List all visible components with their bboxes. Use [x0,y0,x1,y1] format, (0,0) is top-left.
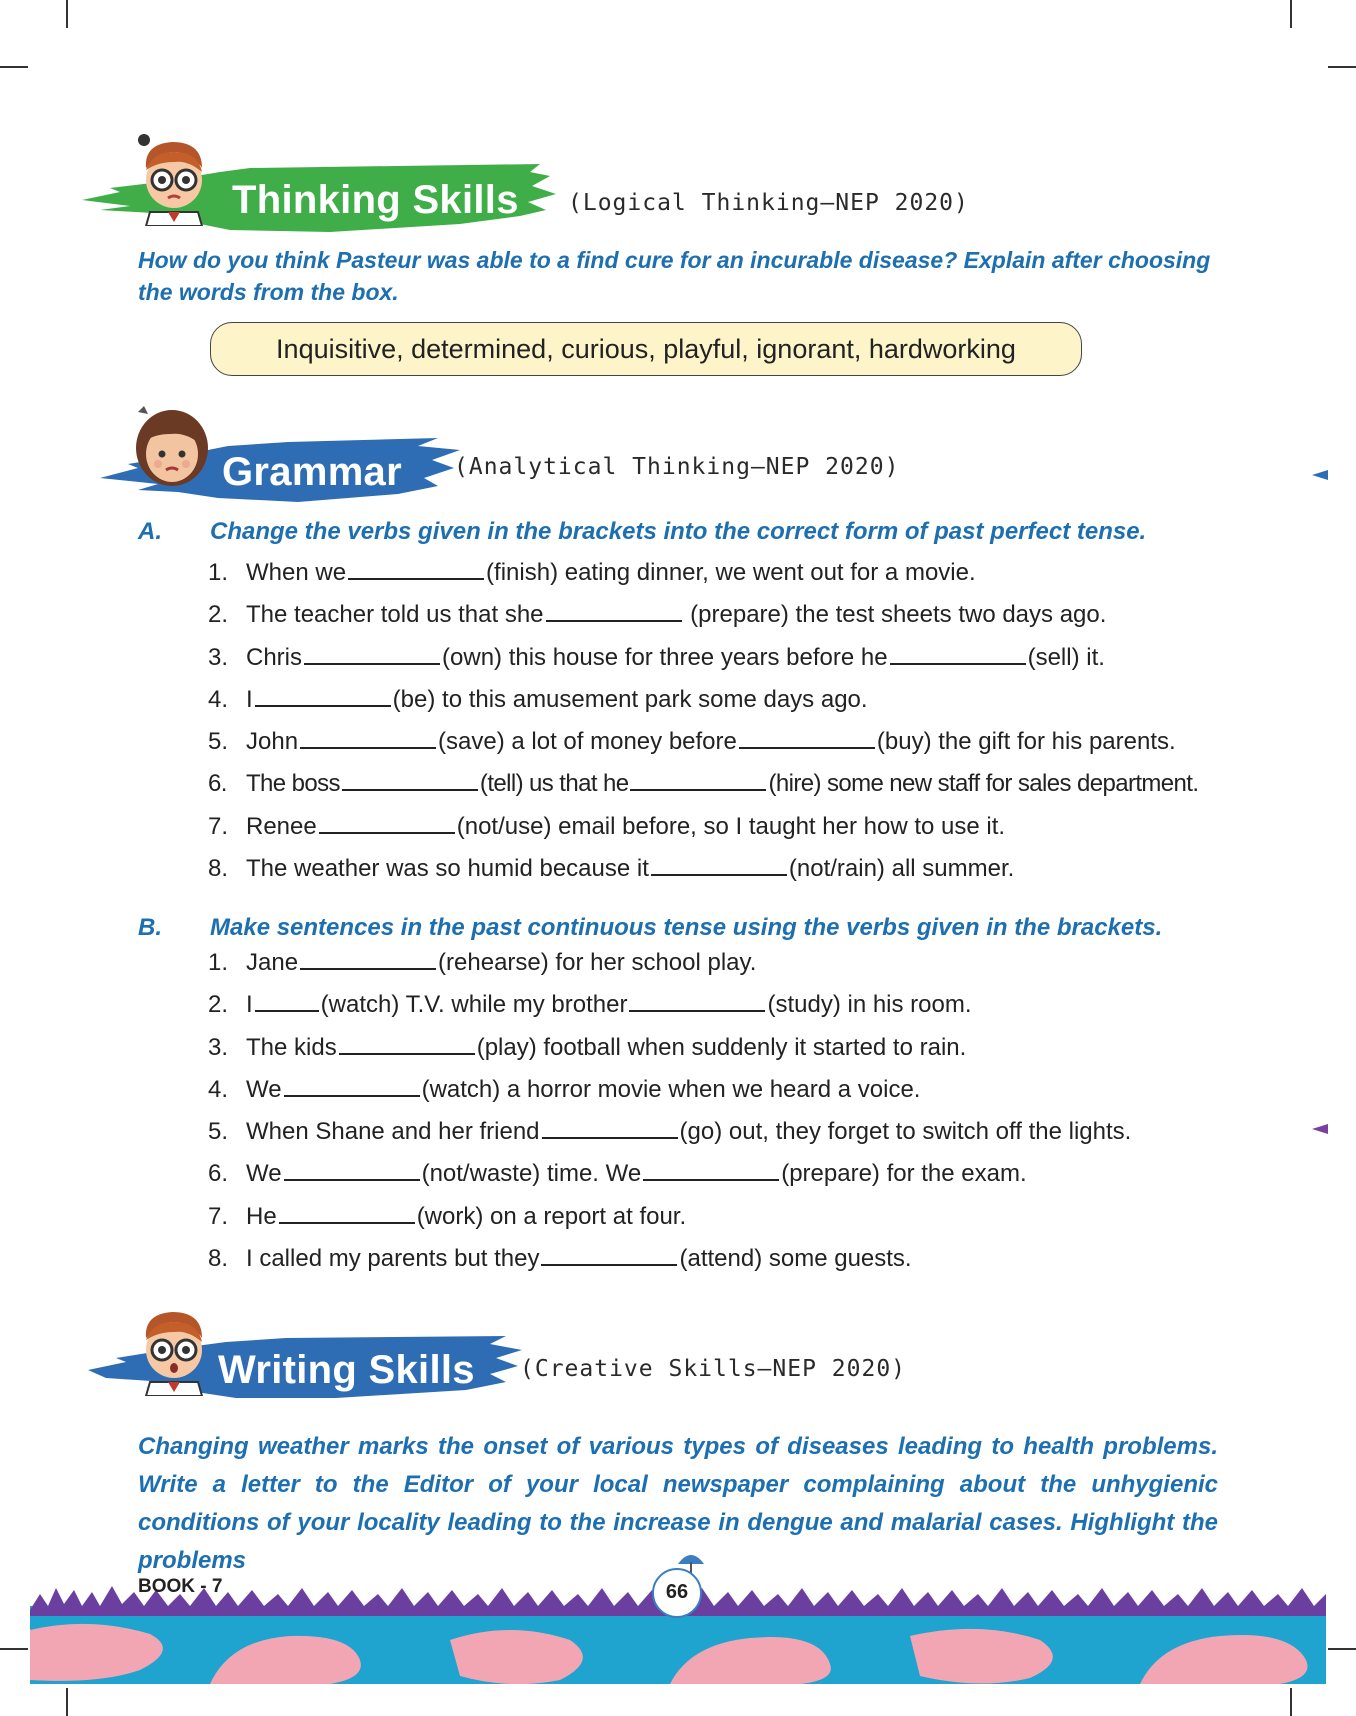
section-a-instruction: Change the verbs given in the brackets into the correct form of past perfect tense. [210,518,1147,545]
boy-mascot-icon [132,1304,222,1396]
answer-blank[interactable] [643,1157,779,1181]
answer-blank[interactable] [255,988,319,1012]
answer-blank[interactable] [304,641,440,665]
section-a-list [208,552,1198,890]
section-b-list [208,942,1131,1280]
crop-mark [66,1688,68,1716]
answer-blank[interactable] [541,1242,677,1266]
answer-blank[interactable] [300,946,436,970]
thinking-skills-subtitle: (Logical Thinking—NEP 2020) [568,190,969,216]
list-item: 2. I (watch) T.V. while my brother (study) in his room. [208,984,1131,1026]
boy-mascot-icon [132,134,222,226]
list-item: 8. The weather was so humid because it (not/rain) all summer. [208,848,1198,890]
list-item: 3. Chris (own) this house for three years before he (sell) it. [208,637,1198,679]
crop-mark [0,1648,28,1650]
section-b-instruction: Make sentences in the past continuous tense using the verbs given in the brackets. [210,914,1163,941]
answer-blank[interactable] [546,598,682,622]
grammar-title: Grammar [222,450,402,494]
answer-blank[interactable] [542,1115,678,1139]
answer-blank[interactable] [255,683,391,707]
crop-mark [1328,66,1356,68]
answer-blank[interactable] [890,641,1026,665]
list-item: 3. The kids (play) football when suddenly it started to rain. [208,1027,1131,1069]
writing-skills-subtitle: (Creative Skills—NEP 2020) [520,1356,907,1382]
list-item: 7. He (work) on a report at four. [208,1196,1131,1238]
answer-blank[interactable] [284,1073,420,1097]
writing-skills-title: Writing Skills [218,1348,475,1392]
list-item: 5. John (save) a lot of money before (buy) the gift for his parents. [208,721,1198,763]
list-item: 4. I (be) to this amusement park some days ago. [208,679,1198,721]
answer-blank[interactable] [342,767,478,791]
answer-blank[interactable] [319,810,455,834]
list-item: 4. We (watch) a horror movie when we heard a voice. [208,1069,1131,1111]
writing-skills-header [80,1306,980,1396]
grammar-subtitle: (Analytical Thinking—NEP 2020) [454,454,900,480]
grammar-header [80,410,980,500]
crop-mark [66,0,68,28]
answer-blank[interactable] [739,725,875,749]
list-item: 2. The teacher told us that she (prepare) the test sheets two days ago. [208,594,1198,636]
answer-blank[interactable] [629,988,765,1012]
list-item: 1. Jane (rehearse) for her school play. [208,942,1131,984]
page-number: 66 [652,1568,702,1618]
crop-mark [1290,1688,1292,1716]
answer-blank[interactable] [630,767,766,791]
thinking-question: How do you think Pasteur was able to a find cure for an incurable disease? Explain after choosing the words from the box. [138,247,1211,305]
list-item: 1. When we (finish) eating dinner, we went out for a movie. [208,552,1198,594]
crop-mark [0,66,28,68]
crop-mark [1328,1648,1356,1650]
crop-mark [1290,0,1292,28]
book-label: BOOK - 7 [138,1576,223,1597]
thinking-skills-header [80,140,980,230]
answer-blank[interactable] [651,852,787,876]
list-item: 8. I called my parents but they (attend) some guests. [208,1238,1131,1280]
list-item: 6. The boss (tell) us that he (hire) some new staff for sales department. [208,763,1198,805]
section-b-label: B. [138,914,162,941]
margin-arrow-icon [1310,468,1330,482]
answer-blank[interactable] [348,556,484,580]
answer-blank[interactable] [339,1031,475,1055]
girl-mascot-icon [130,404,214,494]
margin-arrow-icon [1310,1122,1330,1136]
writing-prompt: Changing weather marks the onset of various types of diseases leading to health problems. Write a letter to the Editor of your local newspaper complaining about the unhygienic conditions of your locality leading to the increase in dengue and malarial cases. Highlight the problems [138,1433,1218,1574]
section-a-label: A. [138,518,162,545]
answer-blank[interactable] [284,1157,420,1181]
answer-blank[interactable] [300,725,436,749]
thinking-skills-title: Thinking Skills [232,178,519,222]
list-item: 7. Renee (not/use) email before, so I taught her how to use it. [208,806,1198,848]
list-item: 5. When Shane and her friend (go) out, they forget to switch off the lights. [208,1111,1131,1153]
list-item: 6. We (not/waste) time. We (prepare) for the exam. [208,1153,1131,1195]
word-box: Inquisitive, determined, curious, playful, ignorant, hardworking [210,322,1082,376]
answer-blank[interactable] [279,1200,415,1224]
